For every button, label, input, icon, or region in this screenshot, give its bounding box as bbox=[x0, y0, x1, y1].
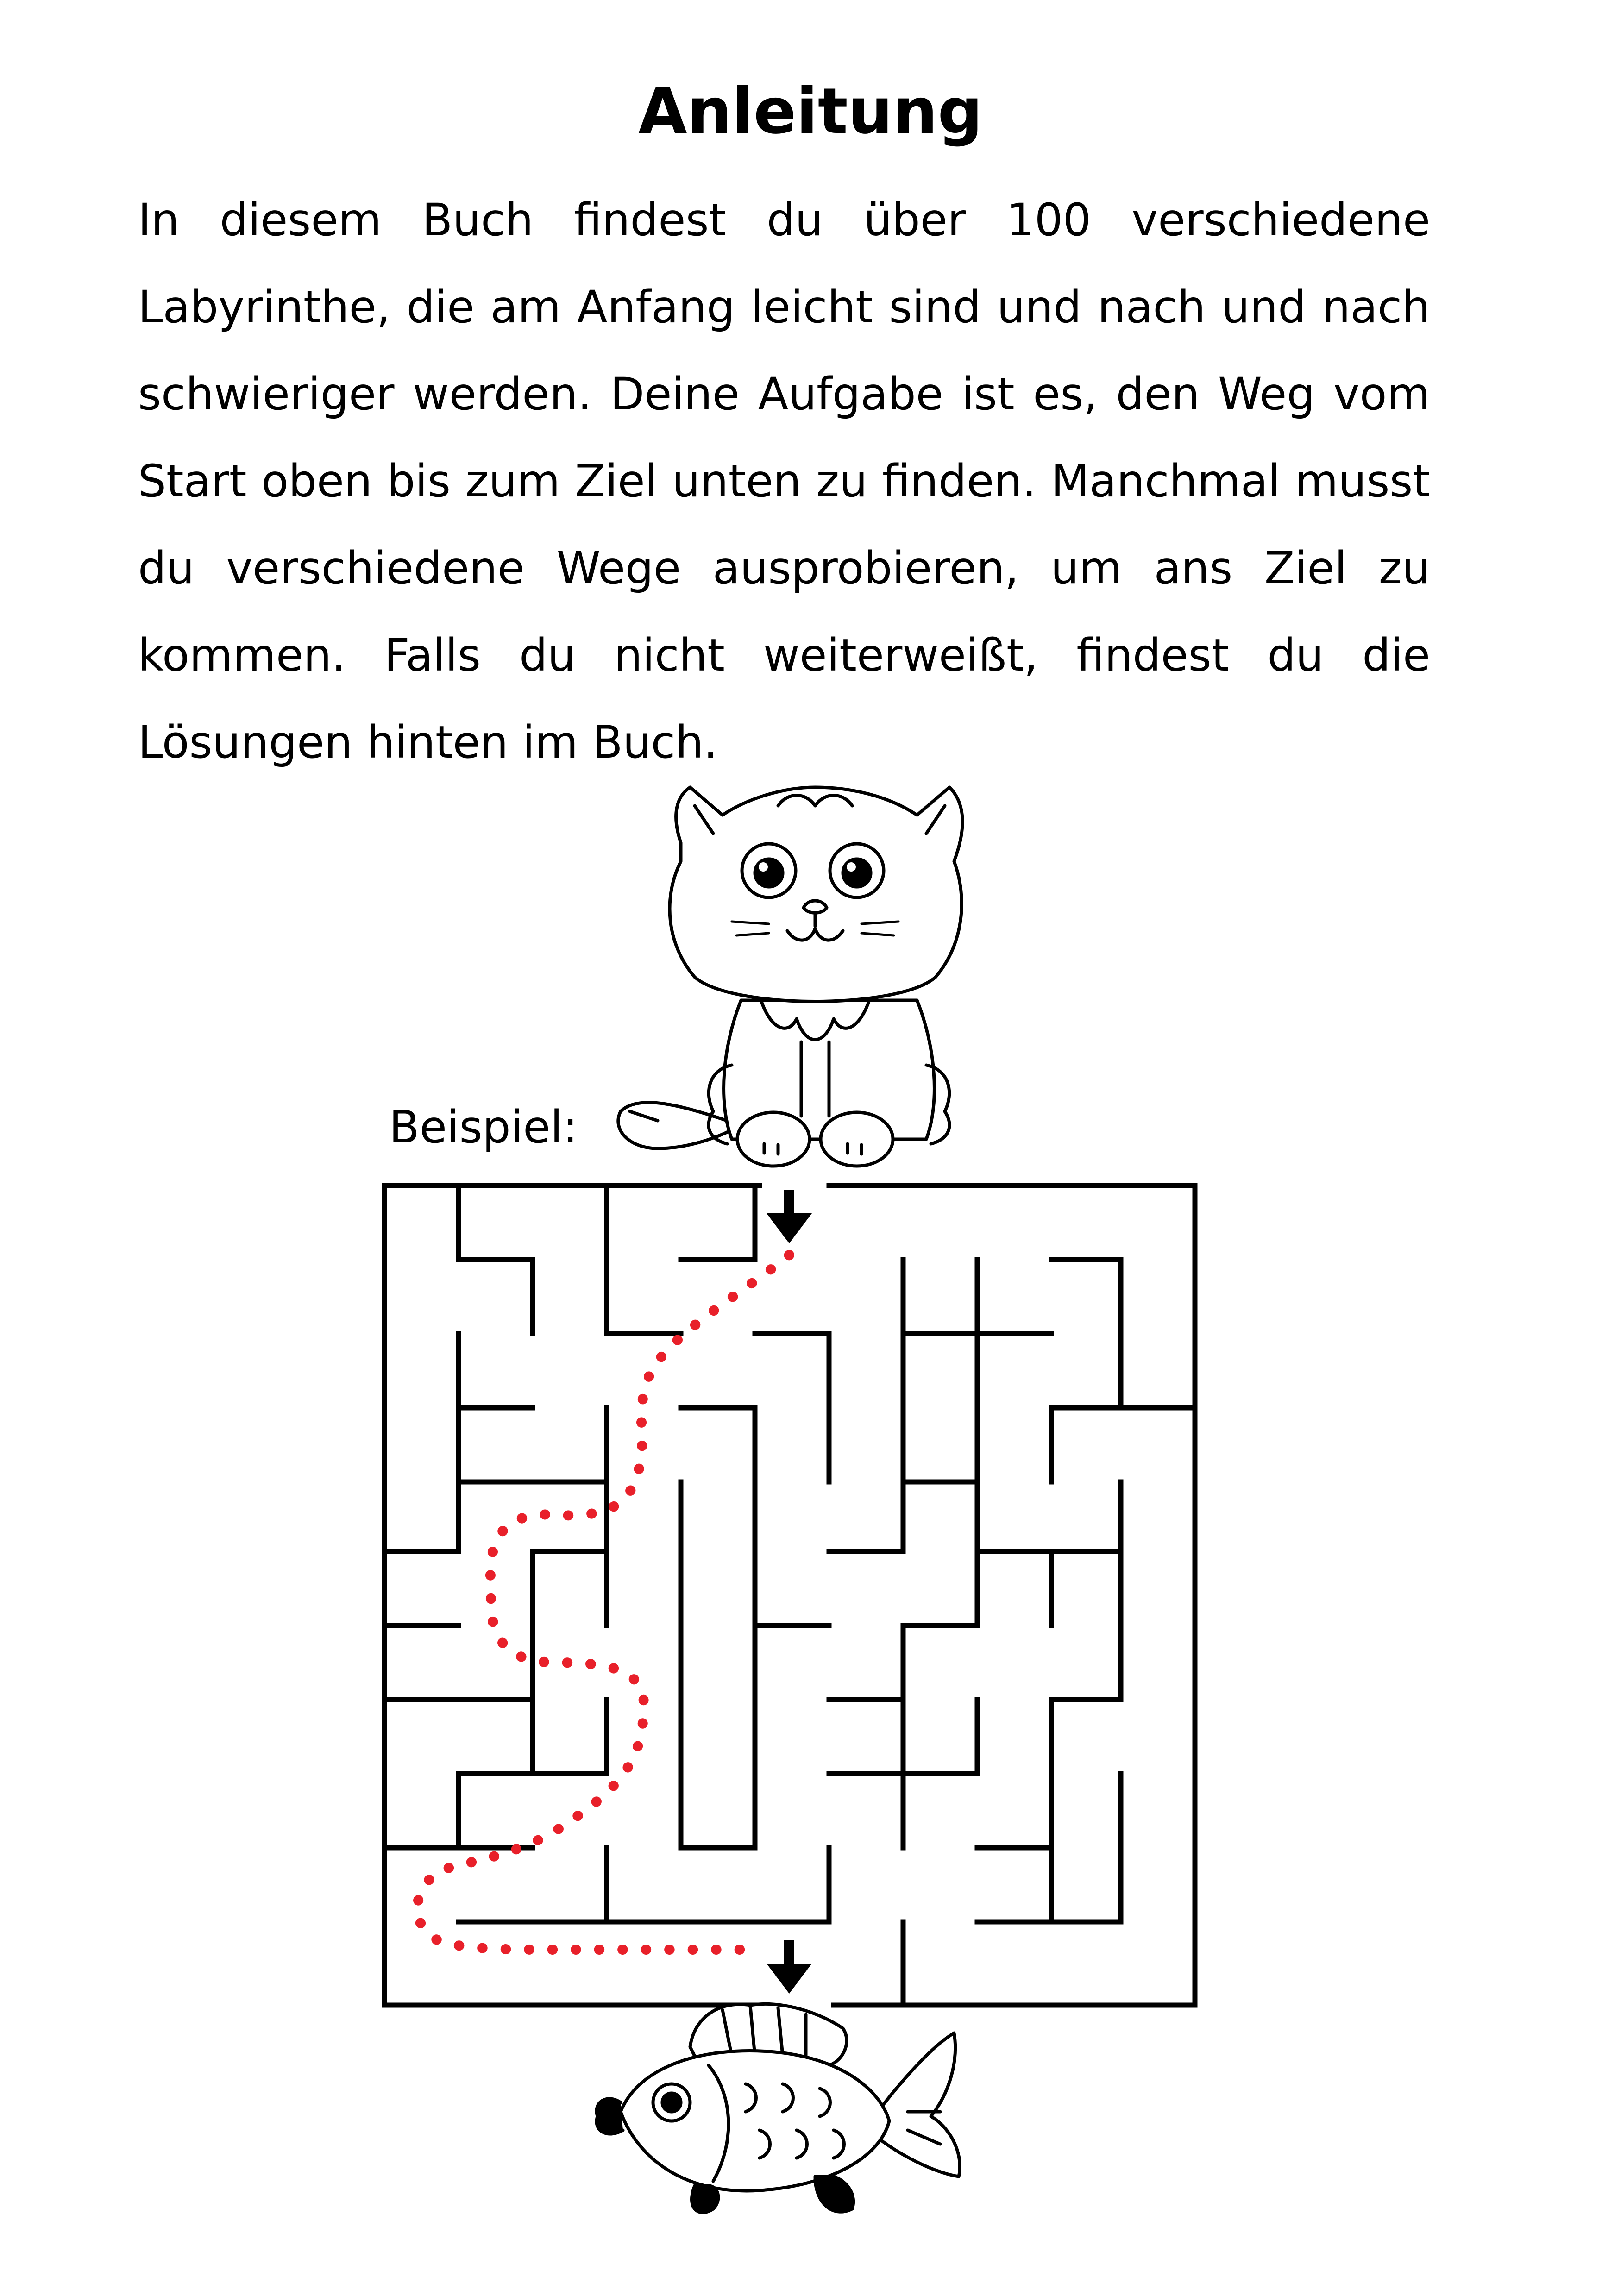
maze-border bbox=[384, 1186, 760, 2005]
cat-illustration bbox=[618, 787, 962, 1166]
maze-border bbox=[829, 1186, 1195, 2005]
intro-line: Lösungen hinten im Buch. bbox=[138, 716, 718, 768]
example-maze bbox=[384, 1186, 1195, 2005]
finish-arrow-icon bbox=[767, 1940, 812, 1994]
maze-walls bbox=[384, 1186, 1195, 2005]
example-label: Beispiel: bbox=[389, 1101, 578, 1153]
intro-line: kommen. Falls du nicht weiterweißt, findest du die bbox=[138, 629, 1430, 681]
page-title: Anleitung bbox=[638, 75, 983, 148]
fish-illustration bbox=[597, 2004, 960, 2212]
intro-line: Labyrinthe, die am Anfang leicht sind und nach und nach bbox=[138, 281, 1430, 333]
intro-line: Start oben bis zum Ziel unten zu finden. Manchmal musst bbox=[138, 455, 1430, 507]
start-arrow-icon bbox=[767, 1190, 812, 1243]
intro-line: du verschiedene Wege ausprobieren, um ans Ziel zu bbox=[138, 542, 1430, 594]
intro-line: In diesem Buch findest du über 100 verschiedene bbox=[138, 194, 1430, 246]
intro-line: schwieriger werden. Deine Aufgabe ist es, den Weg vom bbox=[138, 368, 1430, 420]
